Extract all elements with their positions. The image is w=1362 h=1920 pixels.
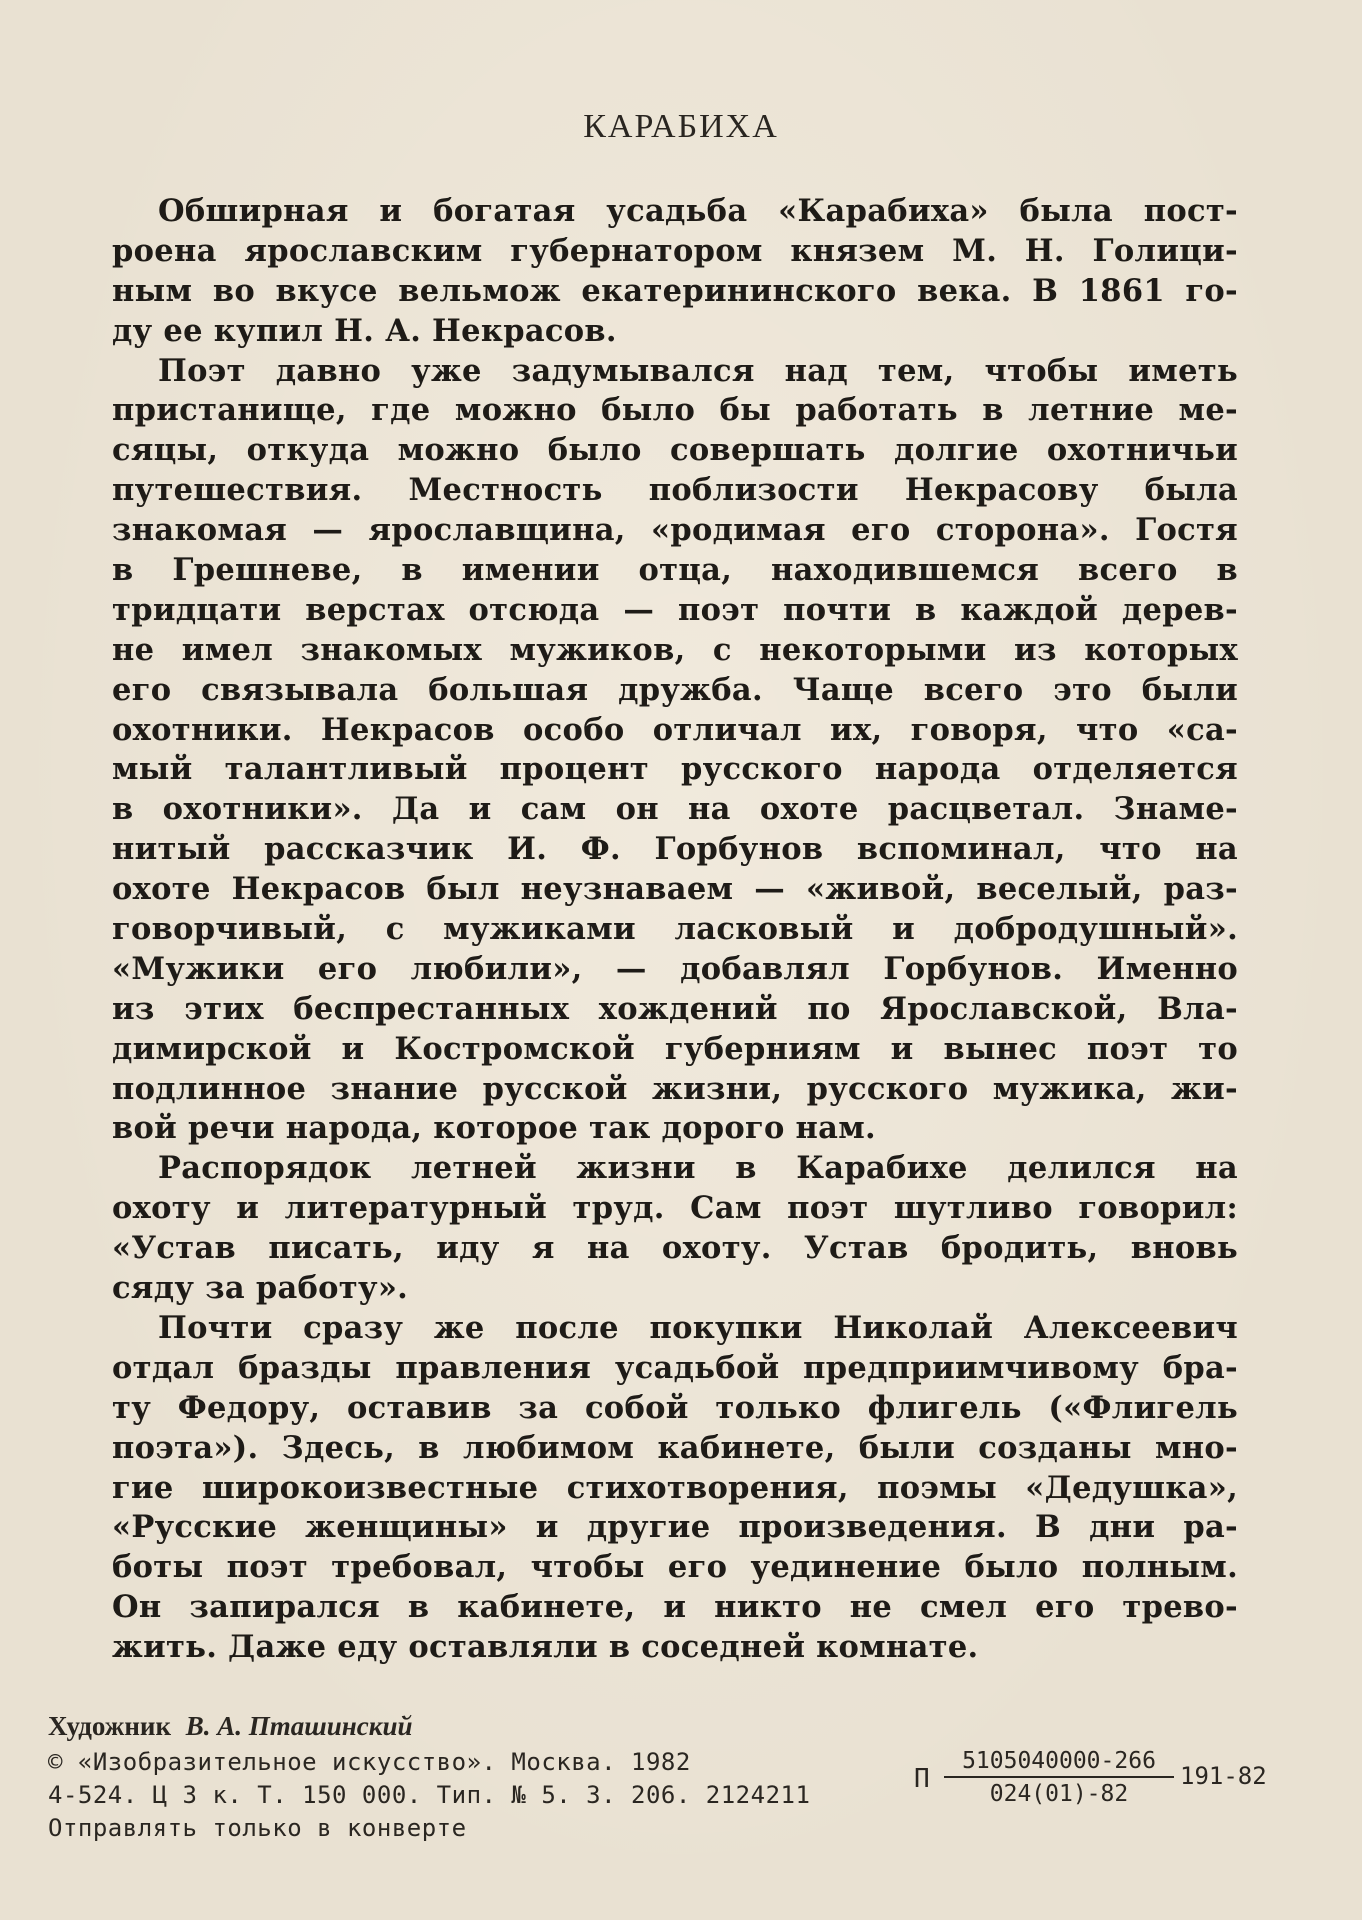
- text-line: охотники. Некрасов особо отличал их, говоря, что «са-: [112, 711, 1238, 748]
- text-line: подлинное знание русской жизни, русского мужика, жи-: [112, 1070, 1238, 1107]
- text-line: ту Федору, оставив за собой только флигель («Флигель: [112, 1389, 1238, 1426]
- text-line: «Мужики его любили», — добавлял Горбунов. Именно: [112, 950, 1238, 987]
- artist-label: Художник: [48, 1711, 172, 1741]
- text-line: путешествия. Местность поблизости Некрасову была: [112, 472, 1238, 509]
- text-line: «Устав писать, иду я на охоту. Устав бродить, вновь: [112, 1230, 1238, 1267]
- catalog-code-numerator: 5105040000-266: [944, 1746, 1174, 1778]
- text-line: гие широкоизвестные стихотворения, поэмы «Дедушка»,: [112, 1469, 1238, 1506]
- catalog-code-suffix: 191-82: [1180, 1762, 1267, 1790]
- text-line: поэта»). Здесь, в любимом кабинете, были созданы мно-: [112, 1429, 1238, 1466]
- text-line: Распорядок летней жизни в Карабихе делился на: [158, 1150, 1238, 1187]
- catalog-code-prefix: П: [914, 1764, 930, 1794]
- text-line: Поэт давно уже задумывался над тем, чтобы иметь: [158, 352, 1238, 389]
- text-line: жить. Даже еду оставляли в соседней комнате.: [112, 1629, 979, 1666]
- publication-footer: [48, 1706, 1328, 1866]
- text-line: нитый рассказчик И. Ф. Горбунов вспоминал, что на: [112, 831, 1238, 868]
- text-line: охоту и литературный труд. Сам поэт шутливо говорил:: [112, 1190, 1238, 1227]
- imprint-mailing-note: Отправлять только в конверте: [48, 1814, 467, 1842]
- catalog-code-denominator: 024(01)-82: [989, 1781, 1129, 1807]
- text-line: не имел знакомых мужиков, с некоторыми из которых: [112, 631, 1238, 668]
- catalog-code: [914, 1746, 1334, 1826]
- artist-credit: [48, 1706, 1328, 1746]
- imprint-text: [48, 1746, 898, 1845]
- text-line: боты поэт требовал, чтобы его уединение было полным.: [112, 1549, 1238, 1586]
- text-line: говорчивый, с мужиками ласковый и добродушный».: [112, 911, 1238, 948]
- text-line: димирской и Костромской губерниям и вынес поэт то: [112, 1030, 1238, 1067]
- text-line: в охотники». Да и сам он на охоте расцветал. Знаме-: [112, 791, 1238, 828]
- text-line: вой речи народа, которое так дорого нам.: [112, 1110, 876, 1147]
- article-body: [112, 192, 1238, 1668]
- text-line: его связывала большая дружба. Чаще всего это были: [112, 671, 1238, 708]
- text-line: сяду за работу».: [112, 1270, 409, 1307]
- text-line: в Грешневе, в имении отца, находившемся всего в: [112, 552, 1238, 589]
- text-line: тридцати верстах отсюда — поэт почти в каждой дерев-: [112, 591, 1238, 628]
- text-line: ду ее купил Н. А. Некрасов.: [112, 312, 617, 349]
- text-line: сяцы, откуда можно было совершать долгие охотничьи: [112, 432, 1238, 469]
- text-line: Почти сразу же после покупки Николай Алексеевич: [158, 1309, 1238, 1346]
- imprint-block: [48, 1746, 1328, 1866]
- text-line: «Русские женщины» и другие произведения. В дни ра-: [112, 1509, 1238, 1546]
- text-line: знакомая — ярославщина, «родимая его сторона». Гостя: [112, 512, 1238, 549]
- catalog-code-fraction: [944, 1746, 1174, 1810]
- text-line: мый талантливый процент русского народа отделяется: [112, 751, 1238, 788]
- page-title: КАРАБИХА: [583, 108, 779, 145]
- text-line: Обширная и богатая усадьба «Карабиха» была пост-: [158, 193, 1238, 229]
- text-line: из этих беспрестанных хождений по Ярославской, Вла-: [112, 990, 1238, 1027]
- text-line: пристанище, где можно было бы работать в летние ме-: [112, 392, 1238, 429]
- text-line: ным во вкусе вельмож екатерининского века. В 1861 го-: [112, 272, 1238, 309]
- text-line: охоте Некрасов был неузнаваем — «живой, веселый, раз-: [112, 871, 1238, 908]
- artist-name: В. А. Пташинский: [185, 1711, 413, 1741]
- text-line: Он запирался в кабинете, и никто не смел его трево-: [112, 1589, 1238, 1626]
- imprint-copyright: © «Изобразительное искусство». Москва. 1982: [48, 1748, 691, 1776]
- text-line: отдал бразды правления усадьбой предприимчивому бра-: [112, 1349, 1238, 1386]
- text-line: роена ярославским губернатором князем М. Н. Голици-: [112, 232, 1238, 269]
- imprint-print-details: 4-524. Ц 3 к. Т. 150 000. Тип. № 5. З. 206. 2124211: [48, 1781, 811, 1809]
